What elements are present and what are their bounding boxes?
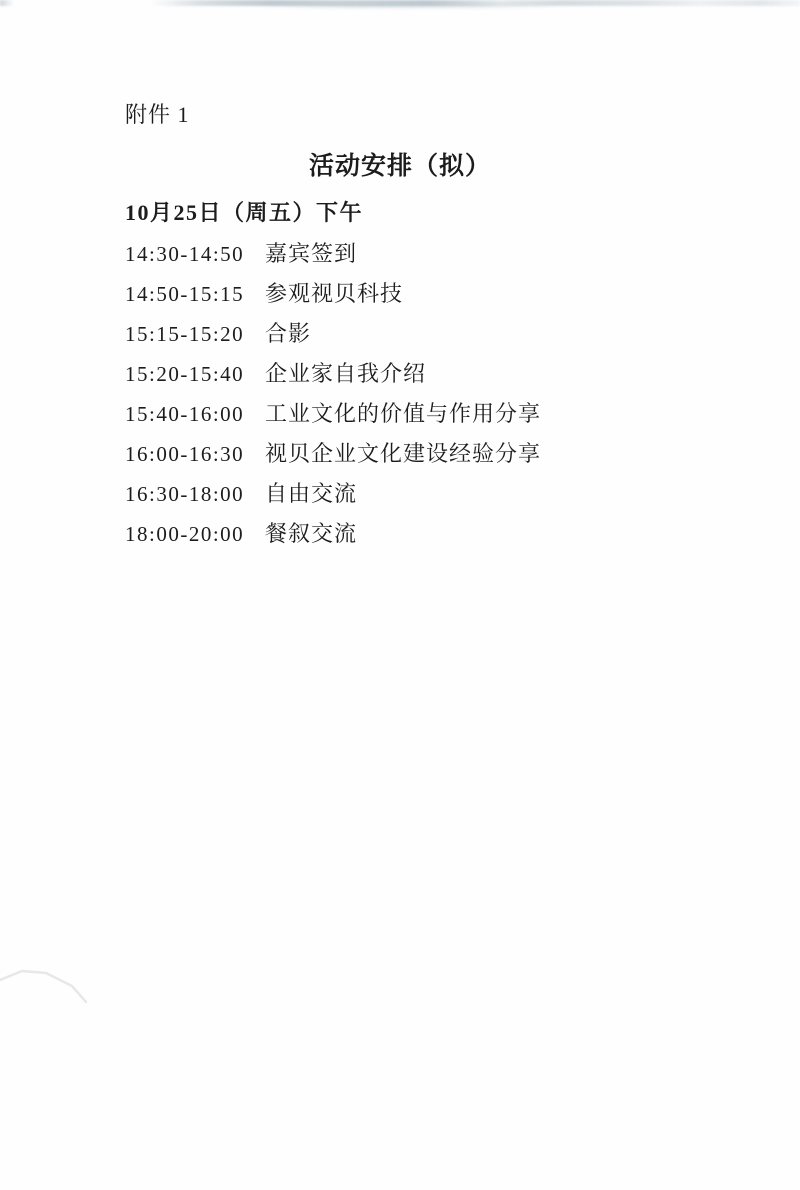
document-title: 活动安排（拟） [308,153,491,180]
schedule-row [125,474,685,514]
schedule-activity: 嘉宾签到 [265,241,358,266]
attachment-label: 附件 1 [125,102,190,127]
schedule-time: 16:00-16:30 [125,442,245,466]
schedule-row [125,514,685,554]
schedule-row [125,394,685,434]
schedule-time: 14:50-15:15 [125,282,245,306]
schedule-activity: 参观视贝科技 [265,281,404,306]
schedule-row [125,354,685,394]
schedule-row [125,274,685,314]
schedule-activity: 企业家自我介绍 [265,361,427,386]
schedule-time: 18:00-20:00 [125,522,245,546]
schedule-time: 14:30-14:50 [125,242,245,266]
schedule-activity: 餐叙交流 [265,521,358,546]
scan-crease-bottom-left [0,940,150,1020]
schedule-activity: 工业文化的价值与作用分享 [265,401,542,426]
schedule-time: 15:40-16:00 [125,402,245,426]
schedule-row [125,434,685,474]
schedule-time: 16:30-18:00 [125,482,245,506]
schedule-activity: 合影 [265,321,312,346]
date-header: 10月25日（周五）下午 [125,200,364,225]
schedule-row [125,234,685,274]
schedule-activity: 视贝企业文化建设经验分享 [265,441,542,466]
schedule-list [125,234,685,554]
schedule-row [125,314,685,354]
schedule-time: 15:20-15:40 [125,362,245,386]
schedule-activity: 自由交流 [265,481,358,506]
scan-artifact-top-smudge [260,4,560,8]
schedule-time: 15:15-15:20 [125,322,245,346]
